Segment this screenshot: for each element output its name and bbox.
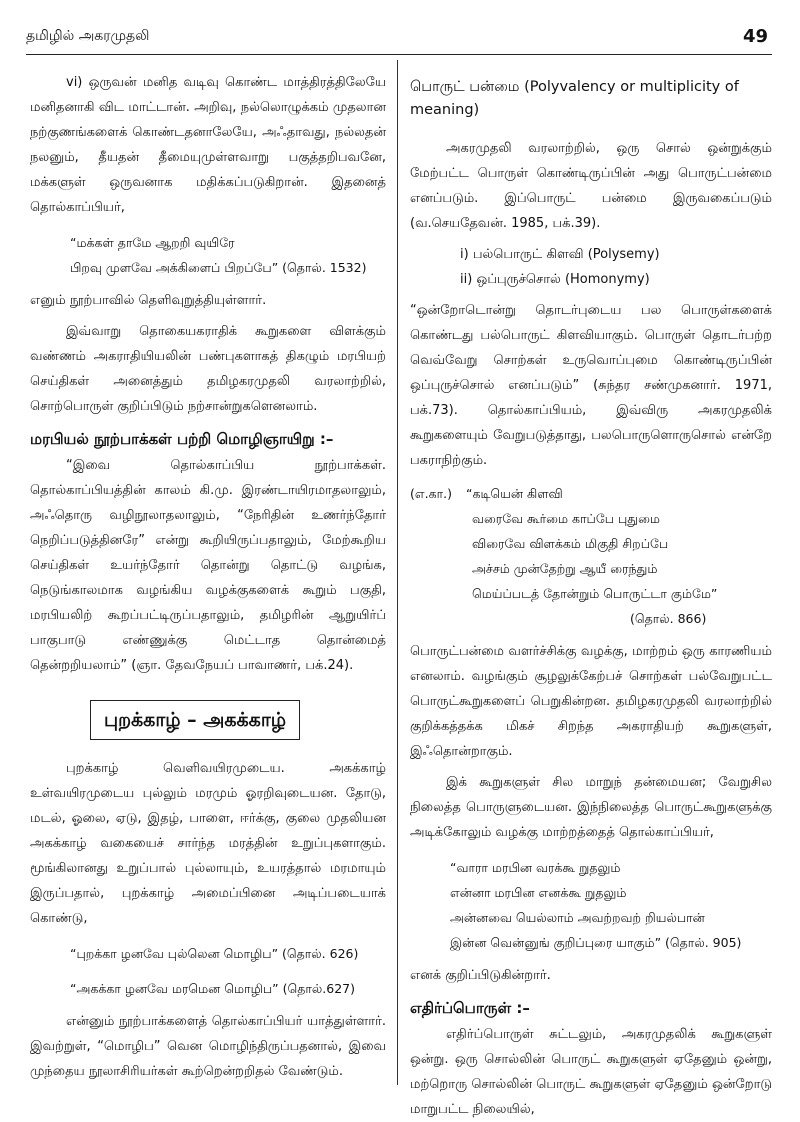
right-quote-line: என்னா மரபின எனக்கூ றுதலும் [450, 885, 627, 900]
left-quote-2-line: “புறக்கா ழனவே புல்லென மொழிப” (தொல். 626) [70, 946, 359, 961]
list-item: ii) ஒப்புருச்சொல் (Homonymy) [460, 272, 650, 287]
example-verse-line: வரைவே கூர்மை காப்பே புதுமை [472, 511, 660, 526]
right-paragraph-2: “ஒன்றோடொன்று தொடர்புடைய பல பொருள்களைக் கொண்டது பல்பொருட் கிளவியாகும். பொருள் தொடர்பற்ற வெவ்வேறு சொற்கள் உருவொப்புமை கொண்டிருப்பின் ஒப்புருச்சொல் எனப்படும்” (சுந்தர சண்முகனார். 1971, பக்.73). தொல்காப்பியம், இவ்விரு அகரமுதலிக் கூறுகளையும் வேறுபடுத்தாது, பலபொருளொருசொல் என்றே பகராநிற்கும். [410, 303, 772, 468]
right-heading: பொருட் பன்மை (Polyvalency or multiplicity of meaning) [410, 79, 739, 118]
left-paragraph-5: புறக்காழ் வெளிவயிரமுடைய. அகக்காழ் உள்வயிரமுடைய புல்லும் மரமும் ஓரறிவுடையன. தோடு, மடல், ஓலை, ஏடு, இதழ், பாளை, ஈர்க்கு, குலை முதலியன அகக்காழ் வகையைச் சார்ந்த மரத்தின் உறுப்புகளாகும். மூங்கிலானது உறுப்பால் புல்லாயும், உயரத்தால் மரமாயும் இருப்பதால், புறக்காழ் அமைப்பினை அடிப்படையாக் கொண்டு, [30, 761, 386, 926]
example-verse-line: “கடியென் கிளவி [466, 486, 563, 501]
example-verse-source: (தொல். 866) [630, 611, 707, 626]
left-paragraph-3: இவ்வாறு தொகையகராதிக் கூறுகளை விளக்கும் வண்ணம் அகராதியியலின் பண்புகளாகத் திகழும் மரபியற் செய்திகள் அனைத்தும் தமிழகரமுதலி வரலாற்றில், சொற்பொருள் குறிப்பிடும் நற்சான்றுகளெனலாம். [30, 324, 386, 414]
running-title: தமிழில் அகரமுதலி [26, 28, 150, 44]
left-column [30, 70, 386, 1090]
right-paragraph-5: எனக் குறிப்பிடுகின்றார். [410, 968, 551, 983]
example-verse [410, 481, 772, 631]
right-quote-line: அன்னவை யெல்லாம் அவற்றவற் றியல்பான் [450, 910, 705, 925]
right-paragraph-3: பொருட்பன்மை வளர்ச்சிக்கு வழக்கு, மாற்றம் ஒரு காரணியம் எனலாம். வழங்கும் சூழலுக்கேற்பச் சொற்கள் பல்வேறுபட்ட பொருட்கூறுகளைப் பெறுகின்றன. தமிழகரமுதலி வரலாற்றில் குறிக்கத்தக்க மிகச் சிறந்த அகராதியற் கூறுகளுள், இஃதொன்றாகும். [410, 644, 772, 759]
left-paragraph-6: என்னும் நூற்பாக்களைத் தொல்காப்பியர் யாத்துள்ளார். இவற்றுள், “மொழிப” வென மொழிந்திருப்பதனால், இவை முந்தைய நூலாசிரியர்கள் கூற்றென்றறிதல் வேண்டும். [30, 1014, 386, 1079]
left-quote-3-line: “அகக்கா ழனவே மரமென மொழிப” (தொல்.627) [70, 981, 355, 996]
page-number: 49 [742, 26, 768, 47]
page-header [26, 28, 772, 55]
right-subheading: எதிர்ப்பொருள் :– [410, 999, 530, 1017]
right-paragraph-6: எதிர்ப்பொருள் சுட்டலும், அகரமுதலிக் கூறுகளுள் ஒன்று. ஒரு சொல்லின் பொருட் கூறுகளுள் ஏதேனும் ஒன்று, மற்றொரு சொல்லின் பொருட் கூறுகளுள் ஏதேனும் ஒன்றோடு மாறுபட்ட நிலையில், [410, 1027, 772, 1117]
left-quote-2 [30, 941, 386, 966]
right-quote-line: இன்ன வென்னுங் குறிப்புரை யாகும்” (தொல். 905) [450, 935, 742, 950]
right-paragraph-4: இக் கூறுகளுள் சில மாறுந் தன்மையன; வேறுசில நிலைத்த பொருளுடையன. இந்நிலைத்த பொருட்கூறுகளுக்கு அடிக்கோலும் வழக்கு மாற்றத்தைத் தொல்காப்பியர், [410, 775, 772, 840]
left-paragraph-1: vi) ஒருவன் மனித வடிவு கொண்ட மாத்திரத்திலேயே மனிதனாகி விட மாட்டான். அறிவு, நல்லொழுக்கம் முதலான நற்குணங்களைக் கொண்டதனாலேயே, அஃதாவது, நல்லதன் நலனும், தீயதன் தீமையுமுள்ளவாறு பகுத்தறிபவனே, மக்களுள் ஒருவனாக மதிக்கப்படுகிறான். இதனைத் தொல்காப்பியர், [30, 75, 386, 215]
left-quote-1-line-1: “மக்கள் தாமே ஆறறி வுயிரே [70, 235, 235, 250]
list-item: i) பல்பொருட் கிளவி (Polysemy) [460, 247, 660, 262]
example-verse-line: மெய்ப்படத் தோன்றும் பொருட்டா கும்மே” [472, 586, 718, 601]
column-divider [397, 60, 398, 1085]
left-paragraph-2: எனும் நூற்பாவில் தெளிவுறுத்தியுள்ளார். [30, 293, 267, 308]
left-subheading: மரபியல் நூற்பாக்கள் பற்றி மொழிஞாயிறு :– [30, 430, 334, 448]
left-quote-3 [30, 976, 386, 1001]
left-paragraph-4: “இவை தொல்காப்பிய நூற்பாக்கள். தொல்காப்பியத்தின் காலம் கி.மு. இரண்டாயிரமாதலாலும், அஃதொரு வழிநூலாதலாலும், “நேரிதின் உணர்ந்தோர் நெறிப்படுத்தினரே” என்று கூறியிருப்பதாலும், மேற்கூறிய செய்திகள் உயர்ந்தோர் தொன்று தொட்டு வழங்க, நெடுங்காலமாக வழங்கிய வழக்குகளைக் கூறும் பகுதி, மரபியலிற் கூறப்பட்டிருப்பதாலும், தமிழரின் ஆறுயிர்ப் பாகுபாடு எண்ணுக்கு மெட்டாத தொன்மைத் தென்றறியலாம்” (ஞா. தேவநேயப் பாவாணர், பக்.24). [30, 458, 386, 673]
example-verse-line: விரைவே விளக்கம் மிகுதி சிறப்பே [472, 536, 669, 551]
left-quote-1-line-2: பிறவு முளவே அக்கிளைப் பிறப்பே” (தொல். 1532) [70, 260, 367, 275]
right-quote [410, 855, 772, 955]
boxed-section-heading: புறக்காழ் – அகக்காழ் [90, 700, 300, 740]
example-verse-line: அச்சம் முன்தேற்று ஆயீ ரைந்தும் [472, 561, 658, 576]
meaning-types-list [460, 242, 772, 292]
example-abbreviation: (எ.கா.) [410, 486, 452, 501]
left-quote-1 [30, 230, 386, 280]
right-quote-line: “வாரா மரபின வரக்கூ றுதலும் [450, 860, 621, 875]
right-column [410, 70, 772, 1117]
right-paragraph-1: அகரமுதலி வரலாற்றில், ஒரு சொல் ஒன்றுக்கும் மேற்பட்ட பொருள் கொண்டிருப்பின் அது பொருட்பன்மை எனப்படும். இப்பொருட் பன்மை இருவகைப்படும் (வ.செயதேவன். 1985, பக்.39). [410, 141, 772, 231]
